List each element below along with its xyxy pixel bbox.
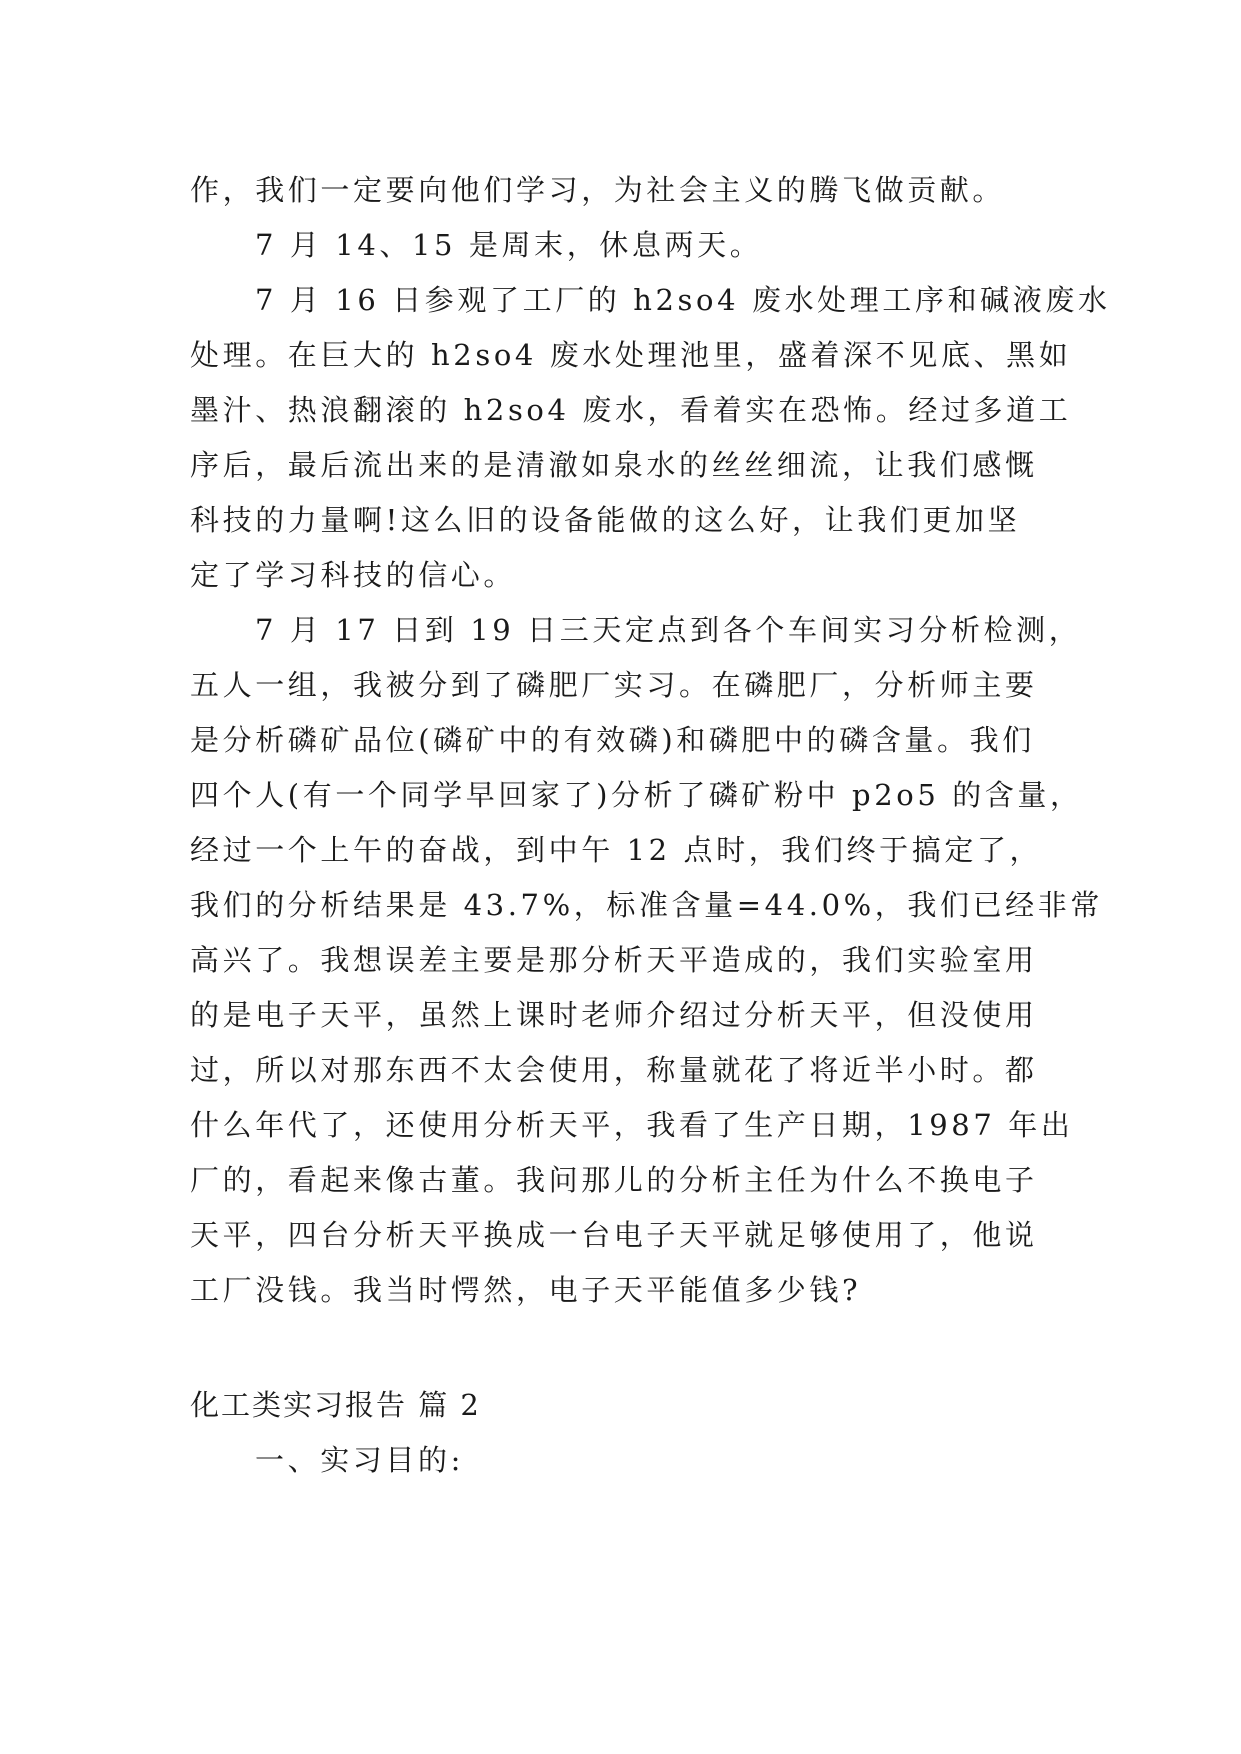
text-line: 厂的，看起来像古董。我问那儿的分析主任为什么不换电子 [190,1163,1038,1197]
text-line: 过，所以对那东西不太会使用，称量就花了将近半小时。都 [190,1053,1038,1087]
text-line: 作，我们一定要向他们学习，为社会主义的腾飞做贡献。 [190,173,1006,207]
text-line: 定了学习科技的信心。 [190,558,517,592]
text-line: 五人一组，我被分到了磷肥厂实习。在磷肥厂，分析师主要 [190,668,1038,702]
text-line: 的是电子天平，虽然上课时老师介绍过分析天平，但没使用 [190,998,1038,1032]
text-line: 高兴了。我想误差主要是那分析天平造成的，我们实验室用 [190,943,1038,977]
text-line: 科技的力量啊!这么旧的设备能做的这么好，让我们更加坚 [190,503,1021,537]
text-line: 墨汁、热浪翻滚的 h2so4 废水，看着实在恐怖。经过多道工 [190,393,1072,427]
text-line: 天平，四台分析天平换成一台电子天平就足够使用了，他说 [190,1218,1038,1252]
section-heading: 化工类实习报告 篇 2 [190,1388,481,1422]
text-line: 经过一个上午的奋战，到中午 12 点时，我们终于搞定了， [190,833,1043,867]
text-line: 7 月 14、15 是周末，休息两天。 [255,228,763,262]
text-line: 是分析磷矿品位(磷矿中的有效磷)和磷肥中的磷含量。我们 [190,723,1035,757]
text-line: 什么年代了，还使用分析天平，我看了生产日期，1987 年出 [190,1108,1074,1142]
text-line: 处理。在巨大的 h2so4 废水处理池里，盛着深不见底、黑如 [190,338,1072,372]
text-line: 我们的分析结果是 43.7%，标准含量=44.0%，我们已经非常 [190,888,1103,922]
text-line: 四个人(有一个同学早回家了)分析了磷矿粉中 p2o5 的含量， [190,778,1083,812]
text-line: 7 月 16 日参观了工厂的 h2so4 废水处理工序和碱液废水 [255,283,1111,317]
text-line: 工厂没钱。我当时愕然，电子天平能值多少钱? [190,1273,862,1307]
text-line: 序后，最后流出来的是清澈如泉水的丝丝细流，让我们感慨 [190,448,1038,482]
subheading: 一、实习目的: [255,1443,464,1477]
text-line: 7 月 17 日到 19 日三天定点到各个车间实习分析检测， [255,613,1082,647]
